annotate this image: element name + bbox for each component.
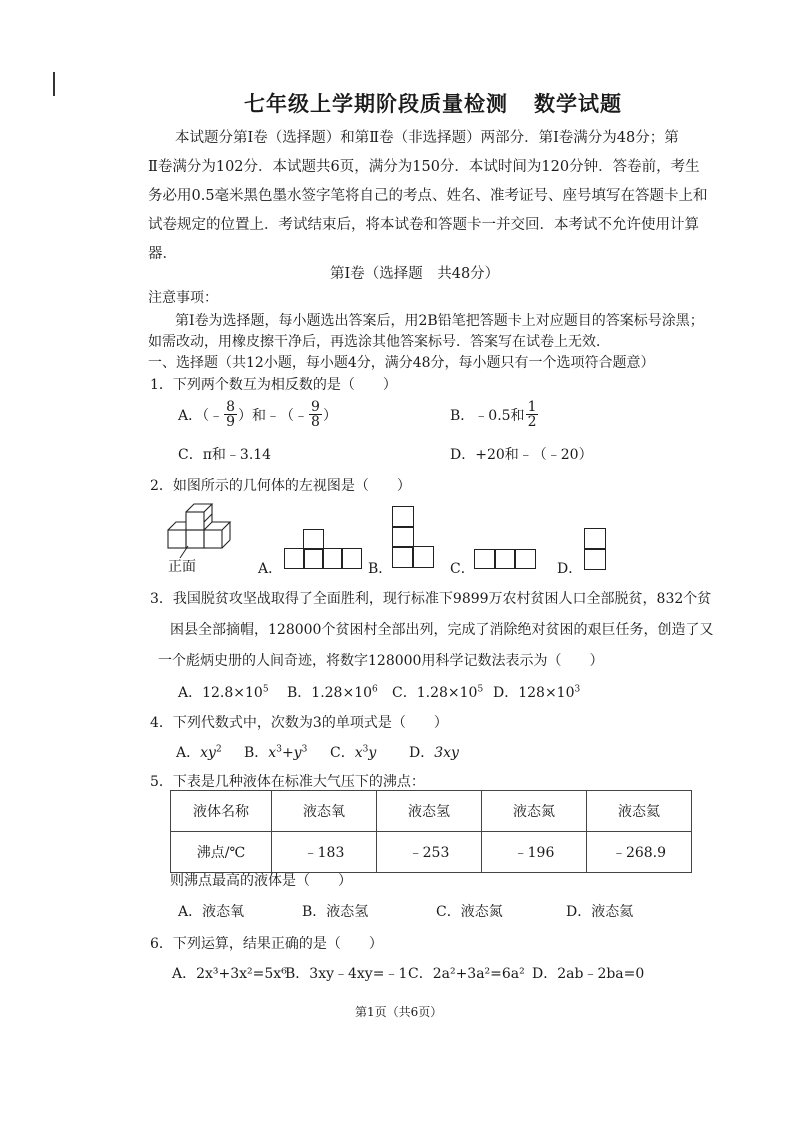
q3-line-2: 困县全部摘帽，128000个贫困村全部出列，完成了消除绝对贫困的艰巨任务，创造了又: [170, 622, 714, 638]
q4-b-x: x: [268, 745, 277, 761]
q1-a-prefix: A．（﹣: [178, 407, 224, 424]
q4-d-label: D．: [409, 745, 435, 761]
q4-b-exp1: 3: [276, 744, 282, 755]
q4-a-label: A．: [176, 745, 201, 761]
q2-c-cell: [494, 549, 516, 569]
q3-option-c: [392, 682, 483, 702]
q1-a-mid: ）和﹣（﹣: [238, 407, 309, 424]
q1-a-f1-num: 8: [226, 399, 236, 415]
notice-line-2: 如需改动，用橡皮擦干净后，再选涂其他答案标号．答案写在试卷上无效．: [148, 334, 610, 350]
q1-b-prefix: B．﹣0.5和: [450, 407, 525, 424]
q1-a-f1-den: 9: [226, 414, 236, 430]
q4-option-a: [176, 742, 222, 762]
q4-d-expr: 3xy: [434, 745, 459, 761]
q3-d-base: D．128×10: [493, 685, 575, 701]
table-cell: ﹣253: [377, 832, 482, 873]
q2-front-label: 正面: [168, 559, 196, 575]
q4-c-y: y: [368, 745, 377, 761]
q1-b-den: 2: [527, 414, 537, 430]
q1-option-a: [178, 400, 337, 429]
q2-option-c-label: C．: [450, 561, 475, 577]
scan-margin-mark: [53, 72, 55, 96]
q1-a-f2-den: 8: [311, 414, 320, 430]
table-cell: ﹣268.9: [587, 832, 692, 873]
q2-option-a-label: A．: [258, 561, 283, 577]
table-header-row: [171, 791, 692, 832]
q2-option-d-label: D．: [557, 561, 583, 577]
q3-c-exp: 5: [477, 684, 484, 695]
notice-label: 注意事项：: [148, 290, 218, 306]
q2-c-cell: [474, 549, 496, 569]
q4-c-label: C．: [330, 745, 355, 761]
q1-a-fraction-2: [309, 400, 322, 429]
table-cell: 液态氮: [482, 791, 587, 832]
q4-option-d: [409, 742, 459, 762]
exam-title: [244, 88, 622, 118]
q3-option-d: [493, 682, 580, 702]
q1-a-suffix: ）: [322, 407, 337, 424]
q4-option-c: [330, 742, 376, 762]
q4-option-b: [244, 742, 307, 762]
q2-stem: 2．如图所示的几何体的左视图是（ ）: [150, 478, 411, 494]
table-cell: 液体名称: [171, 791, 272, 832]
intro-line-3: 务必用0.5毫米黑色墨水签字笔将自己的考点、姓名、准考证号、座号填写在答题卡上和: [148, 188, 708, 204]
q1-a-f2-num: 9: [311, 399, 320, 415]
exam-subject: 数学试题: [534, 91, 622, 116]
q4-c-x: x: [354, 745, 363, 761]
part1-heading: 第Ⅰ卷（选择题 共48分）: [330, 266, 500, 282]
q6-option-d: D．2ab﹣2ba=0: [532, 966, 645, 982]
q1-option-b: [450, 400, 539, 429]
q1-option-c: C．π和﹣3.14: [178, 447, 272, 463]
q3-line-1: 3．我国脱贫攻坚战取得了全面胜利，现行标准下9899万农村贫困人口全部脱贫，832个贫: [150, 591, 712, 607]
q5-option-c: C．液态氮: [436, 904, 503, 920]
q3-line-3: 一个彪炳史册的人间奇迹，将数字128000用科学记数法表示为（ ）: [158, 653, 604, 669]
q6-stem: 6．下列运算，结果正确的是（ ）: [150, 936, 383, 952]
q4-c-exp: 3: [362, 744, 369, 755]
q3-b-base: B．1.28×10: [287, 685, 373, 701]
q6-option-a: A．2x³+3x²=5x⁶: [172, 966, 287, 982]
q3-b-exp: 6: [372, 684, 378, 695]
q5-question: 则沸点最高的液体是（ ）: [170, 873, 352, 889]
q5-option-b: B．液态氢: [302, 904, 369, 920]
intro-line-1: 本试题分第Ⅰ卷（选择题）和第Ⅱ卷（非选择题）两部分．第Ⅰ卷满分为48分；第: [175, 130, 679, 146]
q4-b-exp2: 3: [301, 744, 308, 755]
table-cell: ﹣183: [272, 832, 377, 873]
section-heading: 一、选择题（共12小题，每小题4分，满分48分，每小题只有一个选项符合题意）: [148, 355, 655, 371]
table-cell: ﹣196: [482, 832, 587, 873]
q3-option-b: [287, 682, 378, 702]
q3-d-exp: 3: [574, 684, 581, 695]
q1-a-fraction-1: [224, 400, 237, 429]
q2-b-cell: [392, 526, 414, 548]
q4-stem: 4．下列代数式中，次数为3的单项式是（ ）: [150, 715, 448, 731]
q3-option-a: [178, 682, 269, 702]
q3-a-base: A．12.8×10: [178, 685, 263, 701]
table-cell: 液态氦: [587, 791, 692, 832]
q6-option-b: B．3xy﹣4xy=﹣1: [285, 966, 408, 982]
page-footer: 第1页（共6页）: [355, 1005, 443, 1019]
intro-line-2: Ⅱ卷满分为102分．本试题共6页，满分为150分．本试时间为120分钟．答卷前，考生: [148, 159, 700, 175]
q5-option-a: A．液态氧: [178, 904, 245, 920]
intro-line-5: 器．: [148, 246, 177, 262]
table-row: [171, 832, 692, 873]
table-cell: 沸点/℃: [171, 832, 272, 873]
q2-b-cell: [392, 506, 414, 528]
q2-a-cell: [322, 548, 343, 569]
exam-title-main: 七年级上学期阶段质量检测: [244, 91, 508, 116]
q2-b-cell: [392, 546, 414, 568]
q3-a-exp: 5: [262, 684, 269, 695]
q2-d-cell: [584, 548, 606, 570]
q3-c-base: C．1.28×10: [392, 685, 478, 701]
q4-a-exp: 2: [215, 744, 222, 755]
notice-line-1: 第Ⅰ卷为选择题，每小题选出答案后，用2B铅笔把答题卡上对应题目的答案标号涂黑；: [175, 313, 704, 329]
q2-a-cell: [284, 548, 305, 569]
boiling-point-table: [170, 790, 692, 873]
q1-stem: 1．下列两个数互为相反数的是（ ）: [150, 377, 397, 393]
q1-b-fraction: [526, 400, 539, 429]
q1-option-d: D．+20和﹣（﹣20）: [450, 447, 593, 463]
q4-b-label: B．: [244, 745, 269, 761]
q2-a-cell: [303, 548, 324, 569]
q5-stem: 5．下表是几种液体在标准大气压下的沸点：: [150, 774, 425, 790]
q6-option-c: C．2a²+3a²=6a²: [408, 966, 525, 982]
table-cell: 液态氢: [377, 791, 482, 832]
q2-a-cell: [303, 529, 324, 550]
q2-option-b-label: B．: [368, 561, 393, 577]
q4-b-plus: +y: [281, 745, 302, 761]
intro-line-4: 试卷规定的位置上．考试结束后，将本试卷和答题卡一并交回．本考试不允许使用计算: [148, 217, 699, 233]
q2-d-cell: [584, 528, 606, 550]
q2-b-cell: [412, 546, 434, 568]
q2-solid-figure: [160, 500, 250, 560]
table-cell: 液态氧: [272, 791, 377, 832]
q1-b-num: 1: [527, 399, 537, 415]
q2-a-cell: [341, 548, 362, 569]
q5-option-d: D．液态氦: [566, 904, 634, 920]
q4-a-x: xy: [200, 745, 216, 761]
q2-c-cell: [514, 549, 536, 569]
